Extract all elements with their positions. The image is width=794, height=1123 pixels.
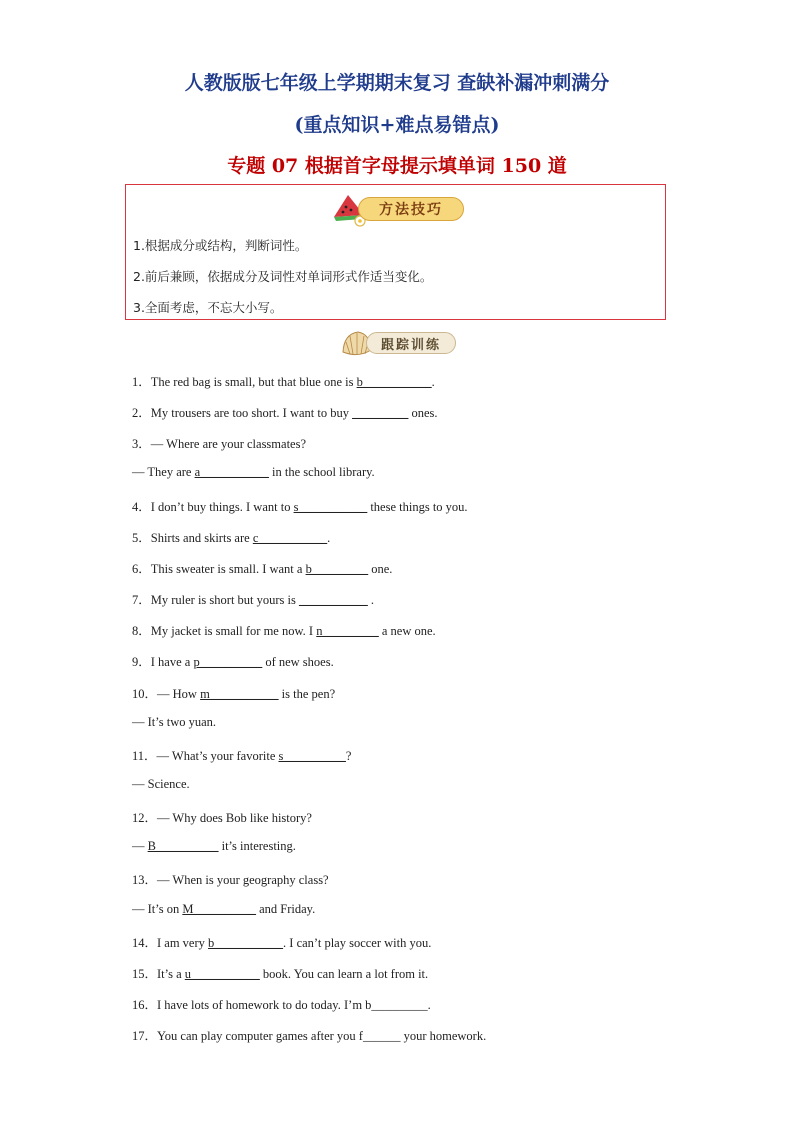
tip-item: 1.根据成分或结构，判断词性。: [133, 238, 308, 253]
question-line: [132, 1026, 486, 1044]
question-line: [132, 995, 431, 1013]
question-line: [132, 777, 190, 792]
question-text-after: book. You can learn a lot from it.: [259, 966, 429, 981]
question-text-after: .: [367, 593, 375, 608]
question-text: 13．— When is your geography class?: [132, 873, 329, 888]
topic-title: 专题 07 根据首字母提示填单词 150 道: [227, 155, 567, 177]
answer-blank[interactable]: B__________: [147, 839, 219, 854]
question-text: 15．It’s a: [132, 966, 185, 981]
answer-blank[interactable]: b___________: [208, 935, 284, 950]
question-text: 16．I have lots of homework to do today. I’m b_________.: [132, 998, 431, 1012]
question-text-after: in the school library.: [268, 465, 375, 480]
practice-label: 跟踪训练: [366, 332, 456, 354]
question-text: — They are: [132, 465, 195, 480]
question-text: — It’s on: [132, 901, 183, 916]
answer-blank[interactable]: ___________: [299, 593, 368, 608]
question-text-after: ?: [345, 748, 352, 763]
tip-item: 3.全面考虑，不忘大小写。: [133, 300, 283, 315]
question-line: [132, 684, 335, 702]
question-text: — It’s two yuan.: [132, 714, 217, 729]
question-text-after: it’s interesting.: [218, 839, 296, 854]
question-text-after: .: [327, 530, 331, 545]
method-tips-banner: [330, 193, 466, 227]
question-line: [132, 434, 306, 452]
question-text: 11．— What’s your favorite: [132, 748, 279, 763]
question-text: 9．I have a: [132, 655, 194, 670]
question-text: 2．My trousers are too short. I want to buy: [132, 406, 353, 421]
question-text: 10．— How: [132, 686, 201, 701]
question-text: — Science.: [132, 776, 190, 791]
question-text-after: these things to you.: [367, 499, 468, 514]
question-text-after: of new shoes.: [262, 655, 334, 670]
question-text-after: is the pen?: [278, 686, 336, 701]
answer-blank[interactable]: b_________: [305, 561, 369, 576]
question-line: [132, 902, 315, 917]
question-line: [132, 964, 428, 982]
answer-blank[interactable]: a___________: [194, 465, 269, 480]
question-text-after: .: [431, 375, 435, 389]
question-line: [132, 590, 374, 608]
question-line: [132, 870, 329, 888]
question-line: [132, 465, 375, 480]
answer-blank[interactable]: M__________: [182, 901, 256, 916]
question-line: [132, 372, 435, 390]
answer-blank[interactable]: u___________: [184, 966, 260, 981]
question-line: [132, 746, 351, 764]
practice-banner: [340, 328, 456, 358]
question-text: 3．— Where are your classmates?: [132, 437, 307, 452]
question-line: [132, 933, 431, 951]
answer-blank[interactable]: n_________: [316, 624, 379, 639]
question-line: [132, 715, 216, 730]
question-text: 1．The red bag is small, but that blue one is: [132, 375, 357, 389]
answer-blank[interactable]: _________: [352, 406, 409, 421]
question-text: 5．Shirts and skirts are: [132, 530, 253, 545]
question-text: 4．I don’t buy things. I want to: [132, 499, 294, 514]
question-line: [132, 403, 438, 421]
question-line: [132, 559, 392, 577]
question-text-after: ones.: [408, 406, 438, 421]
document-subtitle: (重点知识+难点易错点): [294, 114, 500, 136]
answer-blank[interactable]: m___________: [200, 686, 279, 701]
question-text: 12．— Why does Bob like history?: [132, 811, 312, 826]
question-text: 7．My ruler is short but yours is: [132, 593, 300, 608]
question-line: [132, 528, 330, 546]
answer-blank[interactable]: p__________: [193, 655, 263, 670]
method-tips-label: 方法技巧: [358, 197, 464, 221]
question-text: 14．I am very: [132, 935, 209, 950]
question-text-after: and Friday.: [255, 901, 316, 916]
question-line: [132, 497, 468, 515]
answer-blank[interactable]: b___________: [356, 375, 432, 389]
question-text-after: one.: [368, 561, 393, 576]
question-text: 6．This sweater is small. I want a: [132, 561, 306, 576]
answer-blank[interactable]: s___________: [293, 499, 368, 514]
answer-blank[interactable]: s__________: [278, 748, 346, 763]
question-text: 17．You can play computer games after you f______ your homework.: [132, 1029, 487, 1044]
question-line: [132, 808, 312, 826]
answer-blank[interactable]: c___________: [252, 530, 328, 545]
question-line: [132, 621, 436, 639]
question-line: [132, 839, 296, 854]
document-title: 人教版版七年级上学期期末复习 查缺补漏冲刺满分: [184, 72, 610, 94]
tip-item: 2.前后兼顾，依据成分及词性对单词形式作适当变化。: [133, 269, 433, 284]
question-text-after: . I can’t play soccer with you.: [283, 935, 432, 950]
question-line: [132, 652, 334, 670]
question-text: 8．My jacket is small for me now. I: [132, 624, 317, 639]
question-text-after: a new one.: [378, 624, 436, 639]
question-text: —: [132, 839, 148, 854]
